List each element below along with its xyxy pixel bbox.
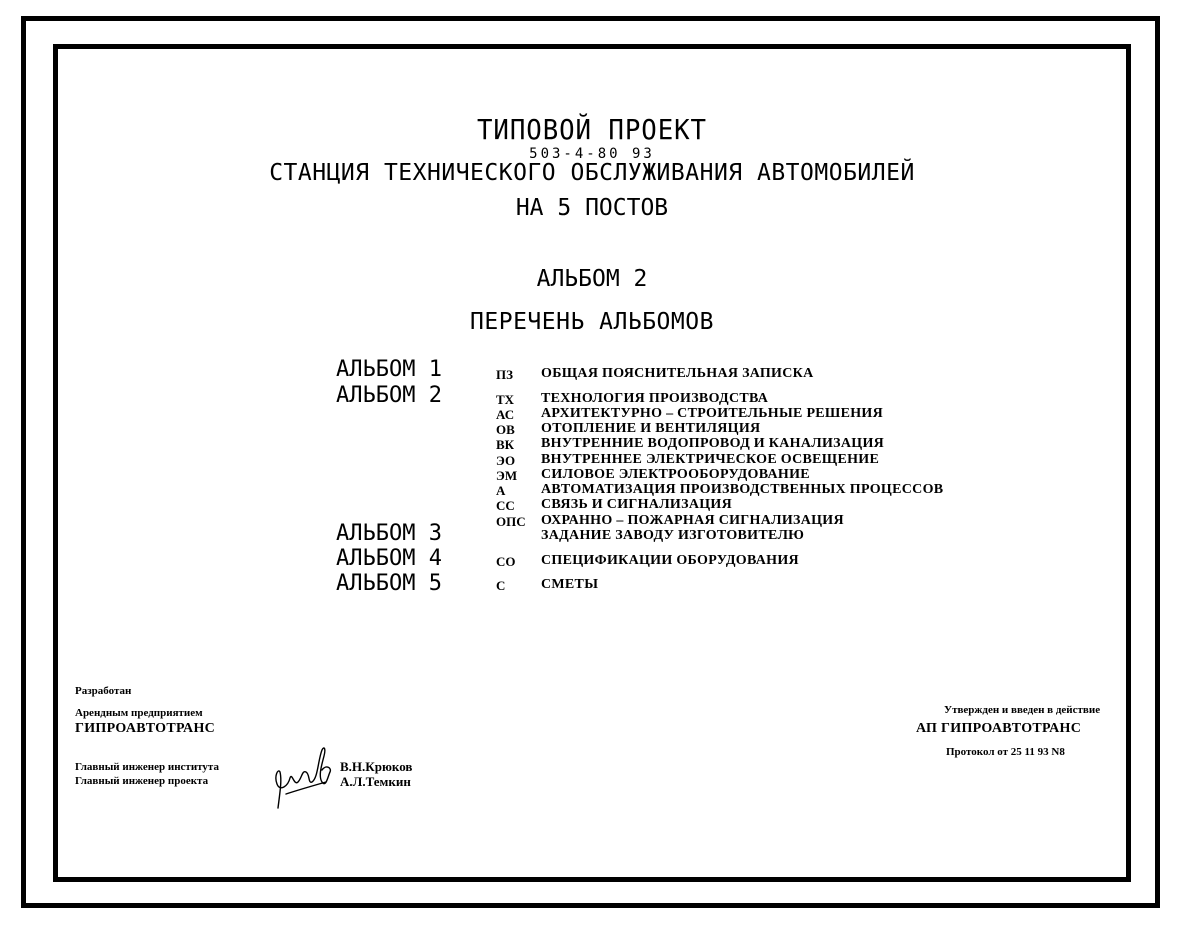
approval-protocol: Протокол от 25 11 93 N8: [946, 746, 1065, 758]
entry-code: СО: [496, 554, 516, 569]
entry-code: ОПС: [496, 514, 526, 529]
entry-code: ТХ: [496, 392, 515, 407]
chief-engineer-project-label: Главный инженер проекта: [75, 775, 209, 787]
entry-code: ПЗ: [496, 367, 513, 382]
project-subtitle-line2: НА 5 ПОСТОВ: [515, 195, 669, 221]
enterprise-label: Арендным предприятием: [75, 707, 203, 719]
entry-description: ОТОПЛЕНИЕ И ВЕНТИЛЯЦИЯ: [541, 421, 761, 436]
album-label-4: АЛЬБОМ 4: [336, 546, 442, 571]
signature-image: [268, 742, 338, 810]
project-subtitle: СТАНЦИЯ ТЕХНИЧЕСКОГО ОБСЛУЖИВАНИЯ АВТОМОБИЛЕЙ: [269, 160, 915, 186]
document-title: ТИПОВОЙ ПРОЕКТ: [476, 113, 707, 146]
entry-code: С: [496, 578, 506, 593]
entry-description: ОХРАННО – ПОЖАРНАЯ СИГНАЛИЗАЦИЯ: [541, 513, 844, 528]
entry-code: СС: [496, 498, 515, 513]
developer-organization: ГИПРОАВТОТРАНС: [75, 721, 216, 736]
entry-description: СВЯЗЬ И СИГНАЛИЗАЦИЯ: [541, 497, 733, 512]
chief-engineer-institute-name: В.Н.Крюков: [340, 759, 413, 774]
entry-description: ОБЩАЯ ПОЯСНИТЕЛЬНАЯ ЗАПИСКА: [541, 366, 814, 381]
entry-description: АРХИТЕКТУРНО – СТРОИТЕЛЬНЫЕ РЕШЕНИЯ: [541, 406, 884, 421]
developed-label: Разработан: [75, 685, 132, 697]
album-label-1: АЛЬБОМ 1: [336, 357, 442, 382]
entry-description: СПЕЦИФИКАЦИИ ОБОРУДОВАНИЯ: [541, 553, 799, 568]
entry-code: ЭО: [496, 453, 516, 468]
chief-engineer-project-name: А.Л.Темкин: [340, 774, 411, 789]
entry-code: А: [496, 483, 506, 498]
approval-organization: АП ГИПРОАВТОТРАНС: [916, 721, 1082, 736]
entry-description: СИЛОВОЕ ЭЛЕКТРООБОРУДОВАНИЕ: [541, 467, 810, 482]
album-label-5: АЛЬБОМ 5: [336, 571, 442, 596]
album-label-3: АЛЬБОМ 3: [336, 521, 442, 546]
entry-description: ВНУТРЕННЕЕ ЭЛЕКТРИЧЕСКОЕ ОСВЕЩЕНИЕ: [541, 452, 880, 467]
chief-engineer-institute-label: Главный инженер института: [75, 761, 219, 773]
entry-description: СМЕТЫ: [541, 577, 599, 592]
album-list-heading: ПЕРЕЧЕНЬ АЛЬБОМОВ: [470, 309, 714, 335]
entry-code: АС: [496, 407, 515, 422]
entry-code: ВК: [496, 437, 515, 452]
approval-label: Утвержден и введен в действие: [944, 704, 1101, 716]
entry-description: АВТОМАТИЗАЦИЯ ПРОИЗВОДСТВЕННЫХ ПРОЦЕССОВ: [541, 482, 944, 497]
entry-description: ЗАДАНИЕ ЗАВОДУ ИЗГОТОВИТЕЛЮ: [541, 528, 805, 543]
entry-description: ВНУТРЕННИЕ ВОДОПРОВОД И КАНАЛИЗАЦИЯ: [541, 436, 885, 451]
project-number: 503-4-80 93: [529, 146, 655, 162]
album-label-2: АЛЬБОМ 2: [336, 383, 442, 408]
entry-description: ТЕХНОЛОГИЯ ПРОИЗВОДСТВА: [541, 391, 769, 406]
entry-code: ОВ: [496, 422, 515, 437]
album-heading: АЛЬБОМ 2: [536, 266, 648, 292]
entry-code: ЭМ: [496, 468, 518, 483]
